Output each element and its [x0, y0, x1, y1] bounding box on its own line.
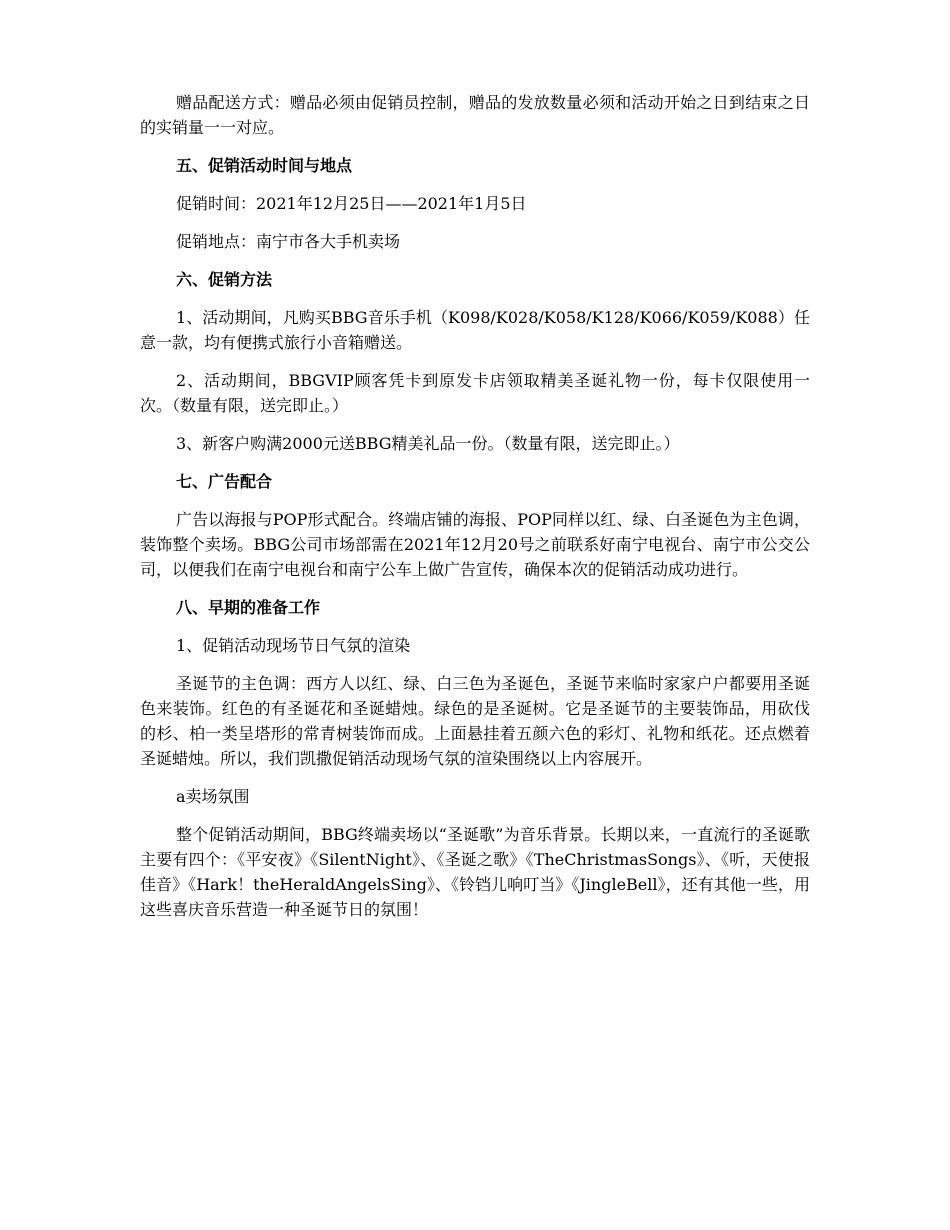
- promotion-location-paragraph: 促销地点：南宁市各大手机卖场: [176, 232, 401, 251]
- christmas-music-paragraph: 整个促销活动期间，BBG终端卖场以“圣诞歌”为音乐背景。长期以来，一直流行的圣诞歌主要有四个：《平安夜》《SilentNight》、《圣诞之歌》《TheChristmasSongs》、《听，天使报佳音》《Hark！theHeraldAngelsSing》、《铃铛儿响叮当》《JingleBell》，还有其他一些，用这些喜庆音乐营造一种圣诞节日的氛围！: [140, 825, 810, 919]
- promotion-time-paragraph: 促销时间：2021年12月25日——2021年1月5日: [176, 194, 527, 213]
- christmas-colors-paragraph: 圣诞节的主色调：西方人以红、绿、白三色为圣诞色，圣诞节来临时家家户户都要用圣诞色来装饰。红色的有圣诞花和圣诞蜡烛。绿色的是圣诞树。它是圣诞节的主要装饰品，用砍伐的杉、柏一类呈塔形的常青树装饰而成。上面悬挂着五颜六色的彩灯、礼物和纸花。还点燃着圣诞蜡烛。所以，我们凯撒促销活动现场气氛的渲染围绕以上内容展开。: [140, 674, 810, 768]
- advertising-paragraph: 广告以海报与POP形式配合。终端店铺的海报、POP同样以红、绿、白圣诞色为主色调，装饰整个卖场。BBG公司市场部需在2021年12月20号之前联系好南宁电视台、南宁市公交公司，以便我们在南宁电视台和南宁公车上做广告宣传，确保本次的促销活动成功进行。: [140, 510, 810, 579]
- section-heading-advertising: 七、广告配合: [176, 472, 273, 491]
- preparation-item-1: 1、促销活动现场节日气氛的渲染: [176, 636, 411, 655]
- section-heading-preparation: 八、早期的准备工作: [176, 598, 321, 617]
- method-item-2: 2、活动期间，BBGVIP顾客凭卡到原发卡店领取精美圣诞礼物一份，每卡仅限使用一次。（数量有限，送完即止。）: [140, 371, 810, 415]
- section-heading-time-location: 五、促销活动时间与地点: [176, 156, 353, 175]
- store-atmosphere-subheading: a卖场氛围: [176, 787, 250, 806]
- gift-delivery-paragraph: 赠品配送方式：赠品必须由促销员控制，赠品的发放数量必须和活动开始之日到结束之日的实销量一一对应。: [140, 93, 810, 137]
- section-heading-methods: 六、促销方法: [176, 270, 273, 289]
- method-item-1: 1、活动期间，凡购买BBG音乐手机（K098/K028/K058/K128/K066/K059/K088）任意一款，均有便携式旅行小音箱赠送。: [140, 308, 810, 352]
- method-item-3: 3、新客户购满2000元送BBG精美礼品一份。（数量有限，送完即止。）: [176, 434, 680, 453]
